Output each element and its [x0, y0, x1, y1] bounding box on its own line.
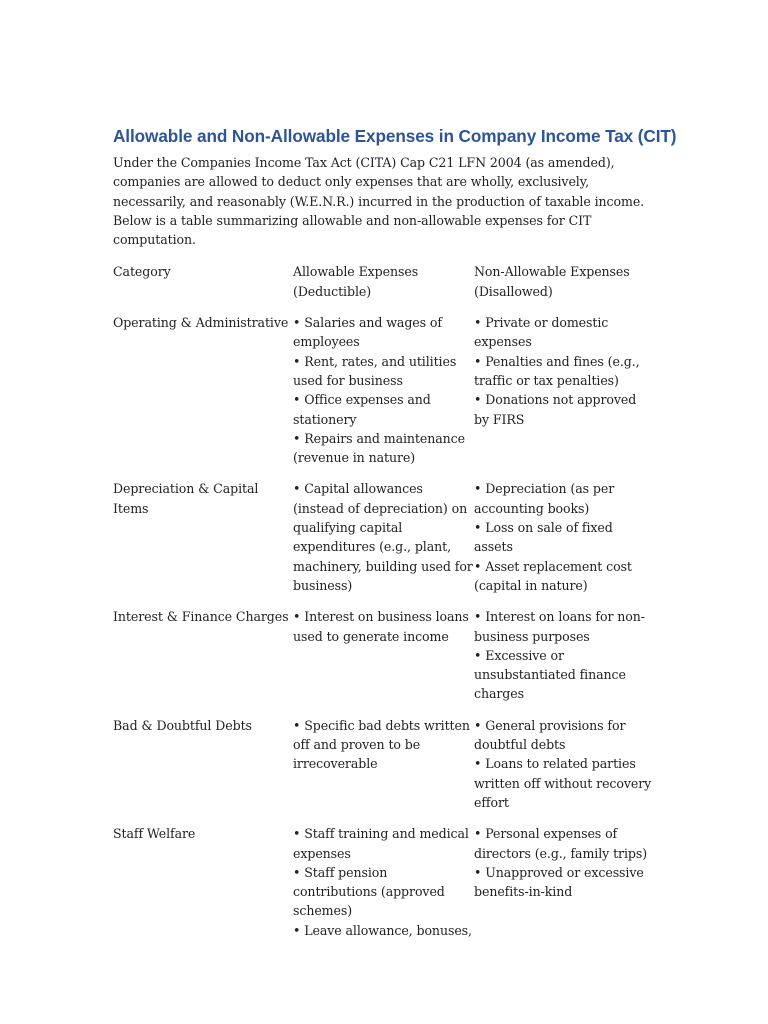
non-allowable-cell — [474, 313, 653, 429]
table-row — [113, 716, 653, 812]
non-allowable-item: • General provisions for doubtful debts — [474, 717, 626, 753]
non-allowable-item: • Unapproved or excessive benefits-in-kind — [474, 864, 644, 900]
non-allowable-cell — [474, 716, 653, 812]
header-allowable: Allowable Expenses (Deductible) — [293, 264, 419, 299]
non-allowable-item: • Personal expenses of directors (e.g., family trips) — [474, 826, 648, 861]
non-allowable-item: • Depreciation (as per accounting books) — [474, 481, 615, 516]
table-row — [113, 313, 653, 467]
allowable-item: • Staff training and medical expenses — [293, 826, 469, 861]
expenses-table — [113, 262, 653, 940]
allowable-item: • Staff pension contributions (approved schemes) — [293, 864, 445, 919]
non-allowable-item: • Penalties and fines (e.g., traffic or tax penalties) — [474, 353, 640, 388]
allowable-item: • Capital allowances (instead of depreciation) on qualifying capital expenditures (e.g., plant, machinery, building used for business) — [293, 481, 473, 593]
document-title: Allowable and Non-Allowable Expenses in Company Income Tax (CIT) — [113, 126, 677, 146]
table-row — [113, 479, 653, 595]
category-cell: Depreciation & Capital Items — [113, 481, 259, 516]
table-row — [113, 607, 653, 703]
allowable-cell — [293, 716, 474, 774]
table-row — [113, 824, 653, 940]
non-allowable-item: • Donations not approved by FIRS — [474, 392, 637, 427]
allowable-item: • Rent, rates, and utilities used for business — [293, 353, 457, 388]
non-allowable-item: • Private or domestic expenses — [474, 315, 609, 350]
allowable-item: • Interest on business loans used to generate income — [293, 609, 469, 644]
allowable-item: • Specific bad debts written off and proven to be irrecoverable — [293, 717, 470, 772]
allowable-item: • Leave allowance, bonuses, — [293, 922, 472, 938]
non-allowable-item: • Loss on sale of fixed assets — [474, 520, 613, 555]
header-category: Category — [113, 264, 171, 280]
allowable-item: • Repairs and maintenance (revenue in nature) — [293, 430, 465, 466]
table-header-row — [113, 262, 653, 301]
non-allowable-item: • Excessive or unsubstantiated finance charges — [474, 647, 626, 702]
allowable-cell — [293, 479, 474, 595]
category-cell: Bad & Doubtful Debts — [113, 717, 252, 733]
allowable-cell — [293, 313, 474, 467]
document-page — [113, 125, 677, 952]
non-allowable-item: • Loans to related parties written off without recovery effort — [474, 756, 652, 810]
non-allowable-item: • Interest on loans for non-business purposes — [474, 609, 645, 644]
allowable-cell — [293, 824, 474, 940]
non-allowable-cell — [474, 607, 653, 703]
header-non-allowable: Non-Allowable Expenses (Disallowed) — [474, 264, 630, 299]
allowable-item: • Salaries and wages of employees — [293, 315, 442, 350]
category-cell: Operating & Administrative — [113, 315, 289, 331]
non-allowable-cell — [474, 824, 653, 901]
category-cell: Staff Welfare — [113, 826, 196, 842]
category-cell: Interest & Finance Charges — [113, 609, 289, 625]
allowable-cell — [293, 607, 474, 646]
intro-paragraph: Under the Companies Income Tax Act (CITA) Cap C21 LFN 2004 (as amended), companies are allowed to deduct only expenses that are wholly, exclusively, necessarily, and reasonably (W.E.N.R.) incurred in the production of taxable income. Below is a table summarizing allowable and non-allowable expenses for CIT computation. — [113, 155, 645, 248]
non-allowable-item: • Asset replacement cost (capital in nature) — [474, 558, 632, 593]
non-allowable-cell — [474, 479, 653, 595]
allowable-item: • Office expenses and stationery — [293, 392, 431, 427]
